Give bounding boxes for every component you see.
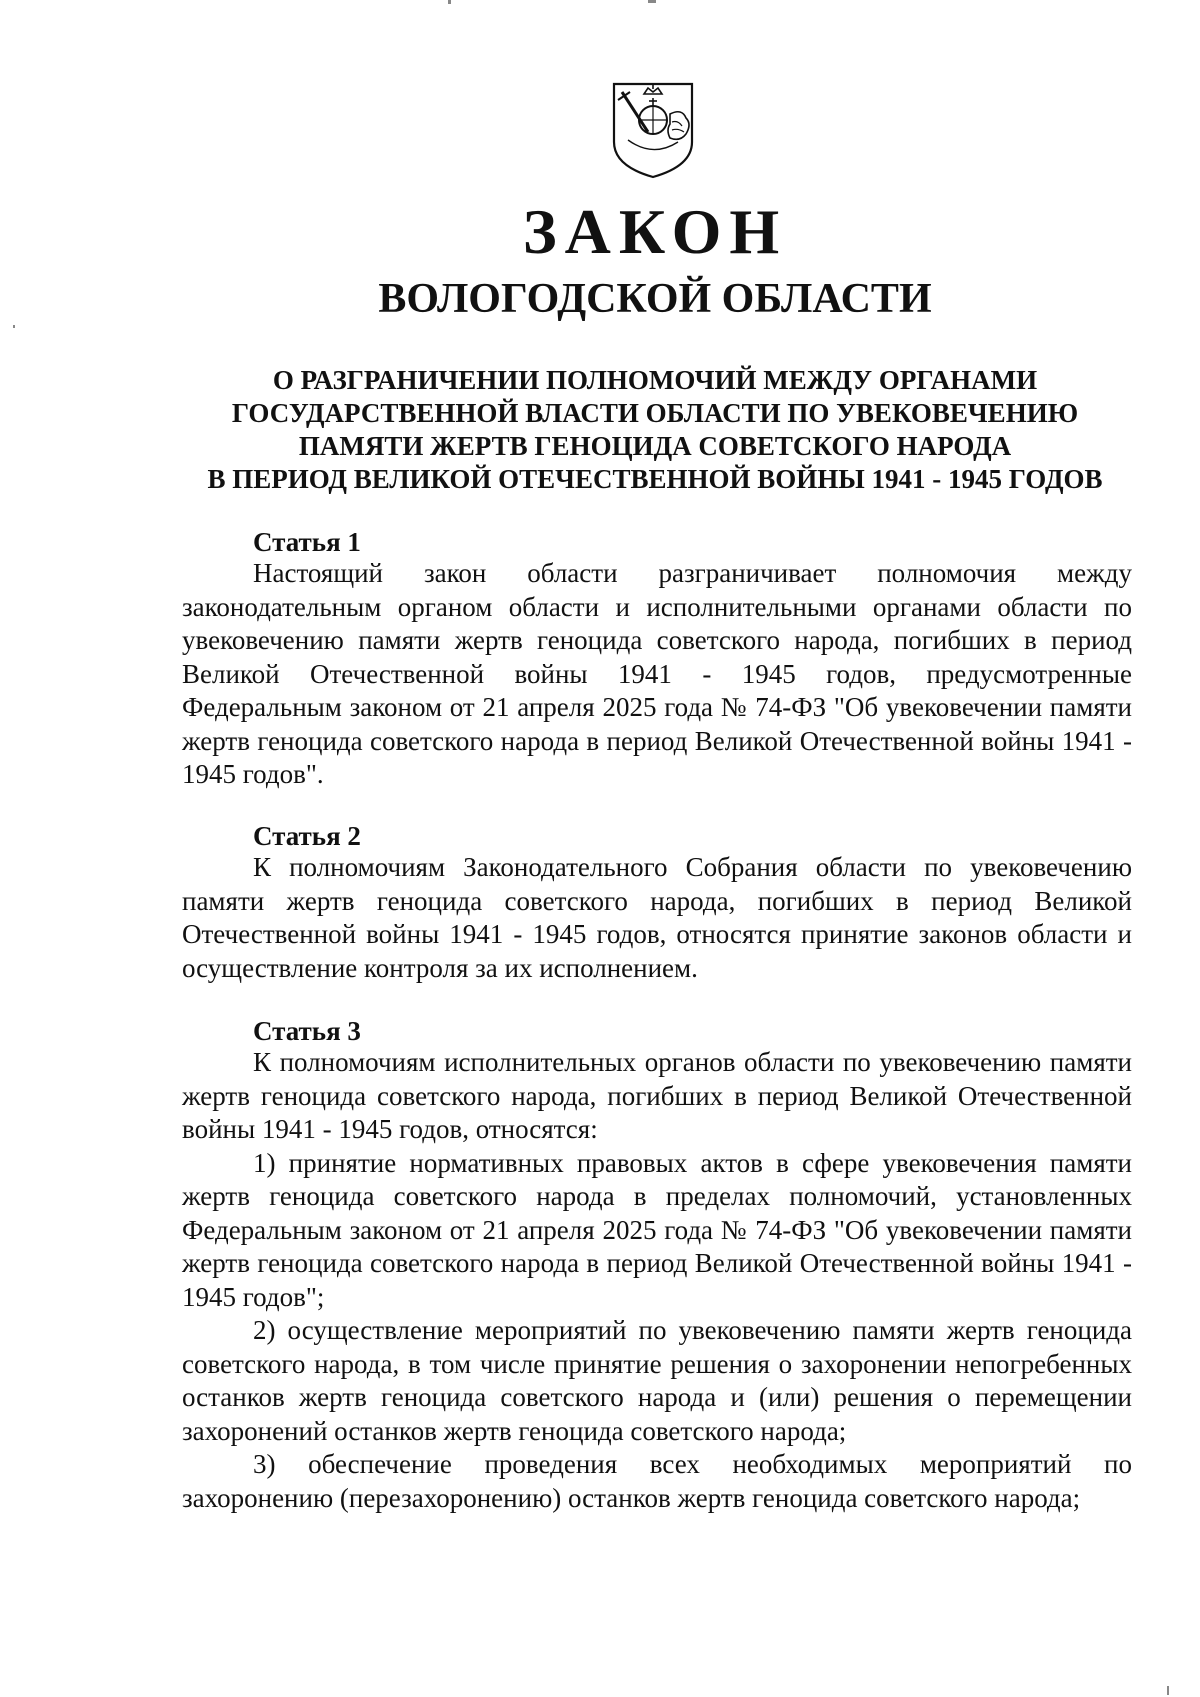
scan-mark-bottom-right (1167, 1686, 1169, 1695)
law-title (170, 364, 1140, 496)
article-3-body (182, 1046, 1132, 1515)
article-list-item-2: 2) осуществление мероприятий по увековечению памяти жертв геноцида советского народа, в том числе принятие решения о захоронении непогребенных останков жертв геноцида советского народа и (или) решения о перемещении захоронений останков жертв геноцида советского народа; (182, 1315, 1132, 1446)
article-1-body (182, 557, 1132, 792)
article-3-heading: Статья 3 (253, 1016, 361, 1046)
article-paragraph: Настоящий закон области разграничивает полномочия между законодательным органом области и исполнительными органами области по увековечению памяти жертв геноцида советского народа, погибших в период Великой Отечественной войны 1941 - 1945 годов, предусмотренные Федеральным законом от 21 апреля 2025 года № 74-ФЗ "Об увековечении памяти жертв геноцида советского народа в период Великой Отечественной войны 1941 - 1945 годов". (182, 558, 1132, 789)
scan-mark-left (13, 325, 15, 328)
law-title-line: ГОСУДАРСТВЕННОЙ ВЛАСТИ ОБЛАСТИ ПО УВЕКОВЕЧЕНИЮ (231, 398, 1079, 428)
law-title-line: ПАМЯТИ ЖЕРТВ ГЕНОЦИДА СОВЕТСКОГО НАРОДА (298, 431, 1012, 461)
article-list-item-3: 3) обеспечение проведения всех необходимых мероприятий по захоронению (перезахоронению) останков жертв геноцида советского народа; (182, 1449, 1132, 1513)
article-paragraph: К полномочиям Законодательного Собрания области по увековечению памяти жертв геноцида советского народа, погибших в период Великой Отечественной войны 1941 - 1945 годов, относятся принятие законов области и осуществление контроля за их исполнением. (182, 852, 1132, 983)
scan-mark-top-right (648, 0, 656, 3)
scan-mark-top (448, 0, 451, 4)
article-paragraph: К полномочиям исполнительных органов области по увековечению памяти жертв геноцида советского народа, погибших в период Великой Отечественной войны 1941 - 1945 годов, относятся: (182, 1047, 1132, 1144)
region-heading: ВОЛОГОДСКОЙ ОБЛАСТИ (378, 276, 932, 322)
law-title-line: О РАЗГРАНИЧЕНИИ ПОЛНОМОЧИЙ МЕЖДУ ОРГАНАМИ (272, 365, 1038, 395)
law-title-line: В ПЕРИОД ВЕЛИКОЙ ОТЕЧЕСТВЕННОЙ ВОЙНЫ 1941 - 1945 ГОДОВ (207, 464, 1103, 494)
article-list-item-1: 1) принятие нормативных правовых актов в сфере увековечения памяти жертв геноцида советского народа в пределах полномочий, установленных Федеральным законом от 21 апреля 2025 года № 74-ФЗ "Об увековечении памяти жертв геноцида советского народа в период Великой Отечественной войны 1941 - 1945 годов"; (182, 1147, 1132, 1312)
article-2-heading: Статья 2 (253, 821, 361, 851)
article-1-heading: Статья 1 (253, 527, 361, 557)
coat-of-arms-vologda-icon (608, 80, 698, 180)
document-type-heading: ЗАКОН (522, 196, 788, 267)
article-2-body (182, 851, 1132, 985)
